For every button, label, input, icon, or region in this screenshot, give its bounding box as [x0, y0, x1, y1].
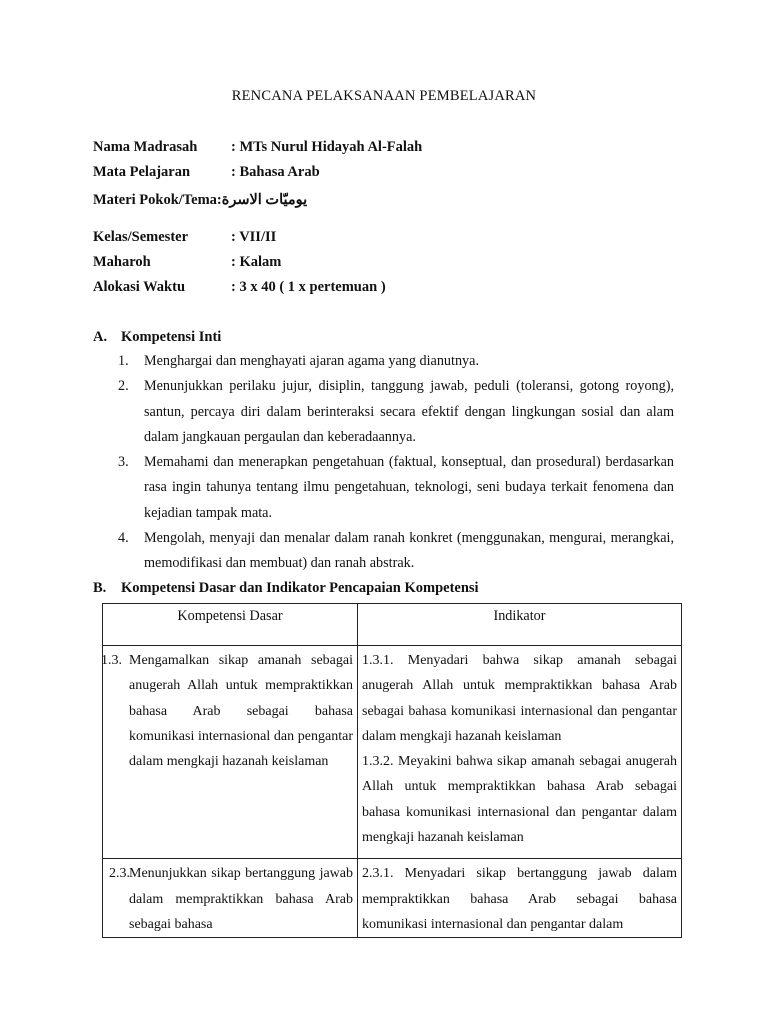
section-a-heading — [93, 329, 221, 346]
table-row — [103, 859, 682, 938]
list-text: Menghargai dan menghayati ajaran agama yang dianutnya. — [144, 353, 479, 369]
indicator-entry: 1.3.2. Meyakini bahwa sikap amanah sebagai anugerah Allah untuk mempraktikkan bahasa Arab sebagai bahasa komunikasi internasional dan pengantar dalam mengkaji hazanah keislaman — [362, 754, 677, 846]
list-text: Menunjukkan perilaku jujur, disiplin, tanggung jawab, peduli (toleransi, gotong royong), santun, percaya diri dalam berinteraksi secara efektif dengan lingkungan sosial dan alam dalam jangkauan pergaulan dan keberadaannya. — [144, 378, 674, 445]
list-text: Memahami dan menerapkan pengetahuan (faktual, konseptual, dan prosedural) berdasarkan rasa ingin tahunya tentang ilmu pengetahuan, teknologi, seni budaya terkait fenomena dan kejadian tampak mata. — [144, 454, 674, 521]
meta-value: : Kalam — [231, 254, 282, 270]
list-item — [118, 450, 674, 526]
kd-entry — [103, 648, 353, 774]
kompetensi-inti-list — [118, 349, 674, 577]
section-letter: B. — [93, 580, 107, 596]
list-text: Mengolah, menyaji dan menalar dalam ranah konkret (menggunakan, mengurai, merangkai, memodifikasi dan membuat) dan ranah abstrak. — [144, 530, 674, 572]
meta-label: Alokasi Waktu — [93, 279, 186, 295]
meta-row-skill — [93, 254, 281, 271]
section-title: Kompetensi Inti — [121, 329, 222, 345]
meta-label: Materi Pokok/Tema — [93, 192, 217, 208]
table-header-row — [103, 604, 682, 646]
kd-text: Mengamalkan sikap amanah sebagai anugerah Allah untuk mempraktikkan bahasa Arab sebagai bahasa komunikasi internasional dan pengantar dalam mengkaji hazanah keislaman — [129, 653, 353, 770]
meta-label: Kelas/Semester — [93, 229, 189, 245]
section-b-heading — [93, 580, 479, 597]
meta-label: Maharoh — [93, 254, 151, 270]
meta-value: : 3 x 40 ( 1 x pertemuan ) — [231, 279, 386, 295]
list-item — [118, 349, 674, 374]
document-title: RENCANA PELAKSANAAN PEMBELAJARAN — [231, 88, 537, 104]
list-item — [118, 526, 674, 577]
kd-entry — [103, 861, 353, 937]
meta-row-subject — [93, 164, 320, 181]
meta-row-class — [93, 229, 276, 246]
indicator-entry: 1.3.1. Menyadari bahwa sikap amanah sebagai anugerah Allah untuk mempraktikkan bahasa Arab sebagai bahasa komunikasi internasional dan pengantar dalam mengkaji hazanah keislaman — [362, 653, 677, 744]
kd-cell — [103, 859, 358, 938]
meta-row-time — [93, 279, 386, 296]
list-number: 1. — [118, 353, 129, 369]
meta-label: Nama Madrasah — [93, 139, 198, 155]
meta-label: Mata Pelajaran — [93, 164, 191, 180]
meta-value: :يوميّات الاسرة — [216, 192, 308, 208]
list-number: 2. — [118, 378, 129, 395]
kd-number: 2.3. — [109, 866, 130, 882]
kompetensi-table — [102, 603, 682, 938]
list-number: 4. — [118, 530, 129, 547]
table-row — [103, 646, 682, 859]
meta-row-madrasah — [93, 139, 422, 156]
meta-value: : Bahasa Arab — [231, 164, 320, 180]
list-number: 3. — [118, 454, 129, 471]
list-item — [118, 374, 674, 450]
indikator-cell — [358, 859, 682, 938]
kd-text: Menunjukkan sikap bertanggung jawab dalam mempraktikkan bahasa Arab sebagai bahasa — [129, 866, 353, 932]
indicator-entry: 2.3.1. Menyadari sikap bertanggung jawab dalam mempraktikkan bahasa Arab sebagai bahasa komunikasi internasional dan pengantar dalam — [362, 866, 677, 932]
section-letter: A. — [93, 329, 108, 345]
meta-value: : MTs Nurul Hidayah Al-Falah — [231, 139, 423, 155]
kd-number: 1.3. — [101, 653, 122, 668]
meta-value: : VII/II — [231, 229, 277, 245]
column-header-indikator: Indikator — [358, 604, 682, 646]
indikator-cell — [358, 646, 682, 859]
meta-row-topic — [93, 192, 307, 209]
column-header-kd: Kompetensi Dasar — [103, 604, 358, 646]
section-title: Kompetensi Dasar dan Indikator Pencapaian Kompetensi — [121, 580, 479, 596]
kd-cell — [103, 646, 358, 859]
